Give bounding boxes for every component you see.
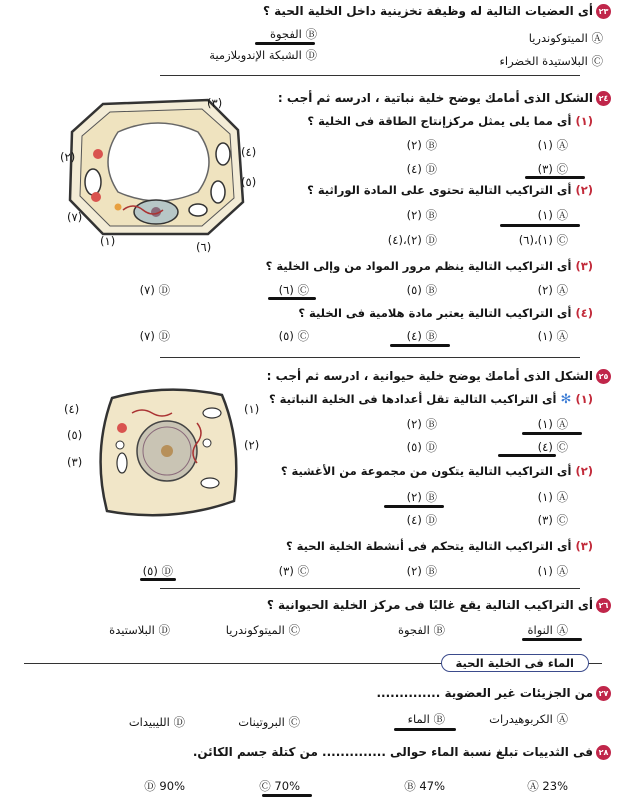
animal-label-3: (٣) (67, 455, 83, 469)
q23-number-badge: ٢٣ (596, 4, 611, 19)
q24-part4-question (298, 306, 593, 320)
q24-p3-option-b[interactable]: Ⓑ (٥) (406, 283, 437, 297)
q24-p1-option-b[interactable]: Ⓑ (٢) (406, 138, 437, 152)
q24-p2-option-b[interactable]: Ⓑ (٢) (406, 208, 437, 222)
q24-part1-text: أى مما يلى يمثل مركزإنتاج الطاقة فى الخلية ؟ (307, 114, 572, 128)
q27-answer-underline (394, 728, 456, 731)
q24-p2-option-c[interactable]: Ⓒ (١)،(٦) (518, 233, 568, 247)
q25-intro: الشكل الذى أمامك يوضح خلية حيوانية ، ادرسه ثم أجب : (266, 369, 593, 383)
plant-label-1: (١) (100, 234, 116, 248)
q25-p2-option-d[interactable]: Ⓓ (٤) (406, 513, 437, 527)
q24-p4-answer-underline (390, 344, 450, 347)
q25-part2-number: (٢) (575, 464, 593, 478)
animal-label-1: (١) (244, 402, 260, 416)
q25-part1-text: أى التراكيب التالية تقل أعدادها فى الخلية النباتية ؟ (268, 392, 557, 406)
q24-p4-option-a[interactable]: Ⓐ (١) (537, 329, 568, 343)
q28-question: فى الثدييات تبلغ نسبة الماء حوالى .............. من كتلة جسم الكائن. (192, 745, 593, 759)
q27-option-c[interactable]: Ⓒ البروتينات (238, 715, 300, 729)
divider (160, 357, 580, 358)
q24-part2-text: أى التراكيب التالية تحتوى على المادة الوراثية ؟ (307, 183, 572, 197)
q26-answer-underline (522, 638, 582, 641)
q26-option-a[interactable]: Ⓐ النواة (527, 623, 568, 637)
animal-label-2: (٢) (244, 438, 260, 452)
q24-part3-number: (٣) (575, 259, 593, 273)
q25-p1-answer-underline (522, 432, 582, 435)
q27-number-badge: ٢٧ (596, 686, 611, 701)
q24-p1-option-d[interactable]: Ⓓ (٤) (406, 162, 437, 176)
q24-p3-option-a[interactable]: Ⓐ (٢) (537, 283, 568, 297)
q27-option-b[interactable]: Ⓑ الماء (407, 712, 445, 726)
divider (160, 588, 580, 589)
q25-p1-option-d[interactable]: Ⓓ (٥) (406, 440, 437, 454)
q24-part2-question (307, 183, 593, 197)
q28-option-a[interactable]: Ⓐ 23% (527, 779, 568, 793)
q25-part1-number: (١) (575, 392, 593, 406)
q26-question: أى التراكيب التالية يقع غالبًا فى مركز الخلية الحيوانية ؟ (266, 598, 593, 612)
q26-option-d[interactable]: Ⓓ البلاستيدة (109, 623, 170, 637)
q25-number-badge: ٢٥ (596, 369, 611, 384)
q24-p2-option-d[interactable]: Ⓓ (٢)،(٤) (387, 233, 437, 247)
q25-p1-answer-underline-2 (498, 454, 556, 457)
plant-cell-figure (58, 92, 257, 242)
q24-p4-option-c[interactable]: Ⓒ (٥) (278, 329, 309, 343)
q28-option-b[interactable]: Ⓑ 47% (404, 779, 445, 793)
q25-p2-answer-underline (384, 505, 444, 508)
section-title-pill: الماء فى الخلية الحية (441, 654, 589, 672)
q24-p1-option-c[interactable]: Ⓒ (٣) (537, 162, 568, 176)
q23-option-c[interactable]: Ⓒ البلاستيدة الخضراء (499, 54, 603, 68)
q25-part1-star-mark: ✻ (560, 392, 572, 407)
q25-p3-option-a[interactable]: Ⓐ (١) (537, 564, 568, 578)
q28-option-d[interactable]: Ⓓ 90% (144, 779, 185, 793)
q24-part1-number: (١) (575, 114, 593, 128)
q25-p1-option-b[interactable]: Ⓑ (٢) (406, 417, 437, 431)
q24-part1-question (307, 114, 593, 128)
q24-p1-option-a[interactable]: Ⓐ (١) (537, 138, 568, 152)
q25-part3-question (286, 539, 593, 553)
q24-p3-answer-underline (268, 297, 316, 300)
q25-p2-option-b[interactable]: Ⓑ (٢) (406, 490, 437, 504)
q25-part3-number: (٣) (575, 539, 593, 553)
q24-p3-option-d[interactable]: Ⓓ (٧) (139, 283, 170, 297)
q25-part2-text: أى التراكيب التالية يتكون من مجموعة من الأغشية ؟ (280, 464, 572, 478)
q23-option-b[interactable]: Ⓑ الفجوة (269, 27, 317, 41)
animal-label-5: (٥) (67, 428, 83, 442)
plant-label-7: (٧) (67, 210, 83, 224)
q23-answer-underline (255, 42, 315, 45)
q24-p2-option-a[interactable]: Ⓐ (١) (537, 208, 568, 222)
q25-p3-option-b[interactable]: Ⓑ (٢) (406, 564, 437, 578)
plant-label-3: (٣) (207, 96, 223, 110)
q25-part1-question (269, 392, 593, 407)
q27-option-d[interactable]: Ⓓ الليبيدات (128, 715, 185, 729)
q25-p2-option-a[interactable]: Ⓐ (١) (537, 490, 568, 504)
q24-part4-number: (٤) (575, 306, 593, 320)
animal-cell-figure (92, 383, 242, 523)
q25-p3-option-d[interactable]: Ⓓ (٥) (142, 564, 173, 578)
q28-answer-underline (262, 794, 312, 797)
animal-label-4: (٤) (64, 402, 80, 416)
q27-option-a[interactable]: Ⓐ الكربوهيدرات (489, 712, 568, 726)
plant-label-6: (٦) (196, 240, 212, 254)
q26-number-badge: ٢٦ (596, 598, 611, 613)
q28-option-c[interactable]: Ⓒ 70% (259, 779, 300, 793)
q24-p2-answer-underline (500, 224, 580, 227)
q23-option-a[interactable]: Ⓐ الميتوكوندريا (528, 31, 603, 45)
q25-p2-option-c[interactable]: Ⓒ (٣) (537, 513, 568, 527)
q24-part3-text: أى التراكيب التالية ينظم مرور المواد من وإلى الخلية ؟ (265, 259, 572, 273)
q26-option-c[interactable]: Ⓒ الميتوكوندريا (225, 623, 300, 637)
plant-label-4: (٤) (241, 145, 257, 159)
plant-label-2: (٢) (60, 150, 76, 164)
q27-question: من الجزيئات غير العضوية .............. (376, 686, 593, 700)
q25-p1-option-c[interactable]: Ⓒ (٤) (537, 440, 568, 454)
q24-p4-option-d[interactable]: Ⓓ (٧) (139, 329, 170, 343)
q24-part2-number: (٢) (575, 183, 593, 197)
q23-question: أى العضيات التالية له وظيفة تخزينية داخل الخلية الحية ؟ (262, 4, 593, 18)
q26-option-b[interactable]: Ⓑ الفجوة (397, 623, 445, 637)
q24-part3-question (266, 259, 593, 273)
q24-part4-text: أى التراكيب التالية يعتبر مادة هلامية فى الخلية ؟ (298, 306, 572, 320)
q25-p3-option-c[interactable]: Ⓒ (٣) (278, 564, 309, 578)
plant-label-5: (٥) (241, 175, 257, 189)
q28-number-badge: ٢٨ (596, 745, 611, 760)
q24-p1-answer-underline (525, 176, 585, 179)
q24-intro: الشكل الذى أمامك يوضح خلية نباتية ، ادرسه ثم أجب : (277, 91, 593, 105)
q25-part2-question (281, 464, 593, 478)
q24-number-badge: ٢٤ (596, 91, 611, 106)
q25-p1-option-a[interactable]: Ⓐ (١) (537, 417, 568, 431)
q24-p4-option-b[interactable]: Ⓑ (٤) (406, 329, 437, 343)
q23-option-d[interactable]: Ⓓ الشبكة الإندوبلازمية (209, 48, 317, 62)
q25-p3-answer-underline (140, 578, 176, 581)
q25-part3-text: أى التراكيب التالية يتحكم فى أنشطة الخلية الحية ؟ (285, 539, 572, 553)
q24-p3-option-c[interactable]: Ⓒ (٦) (278, 283, 309, 297)
divider (160, 75, 580, 76)
